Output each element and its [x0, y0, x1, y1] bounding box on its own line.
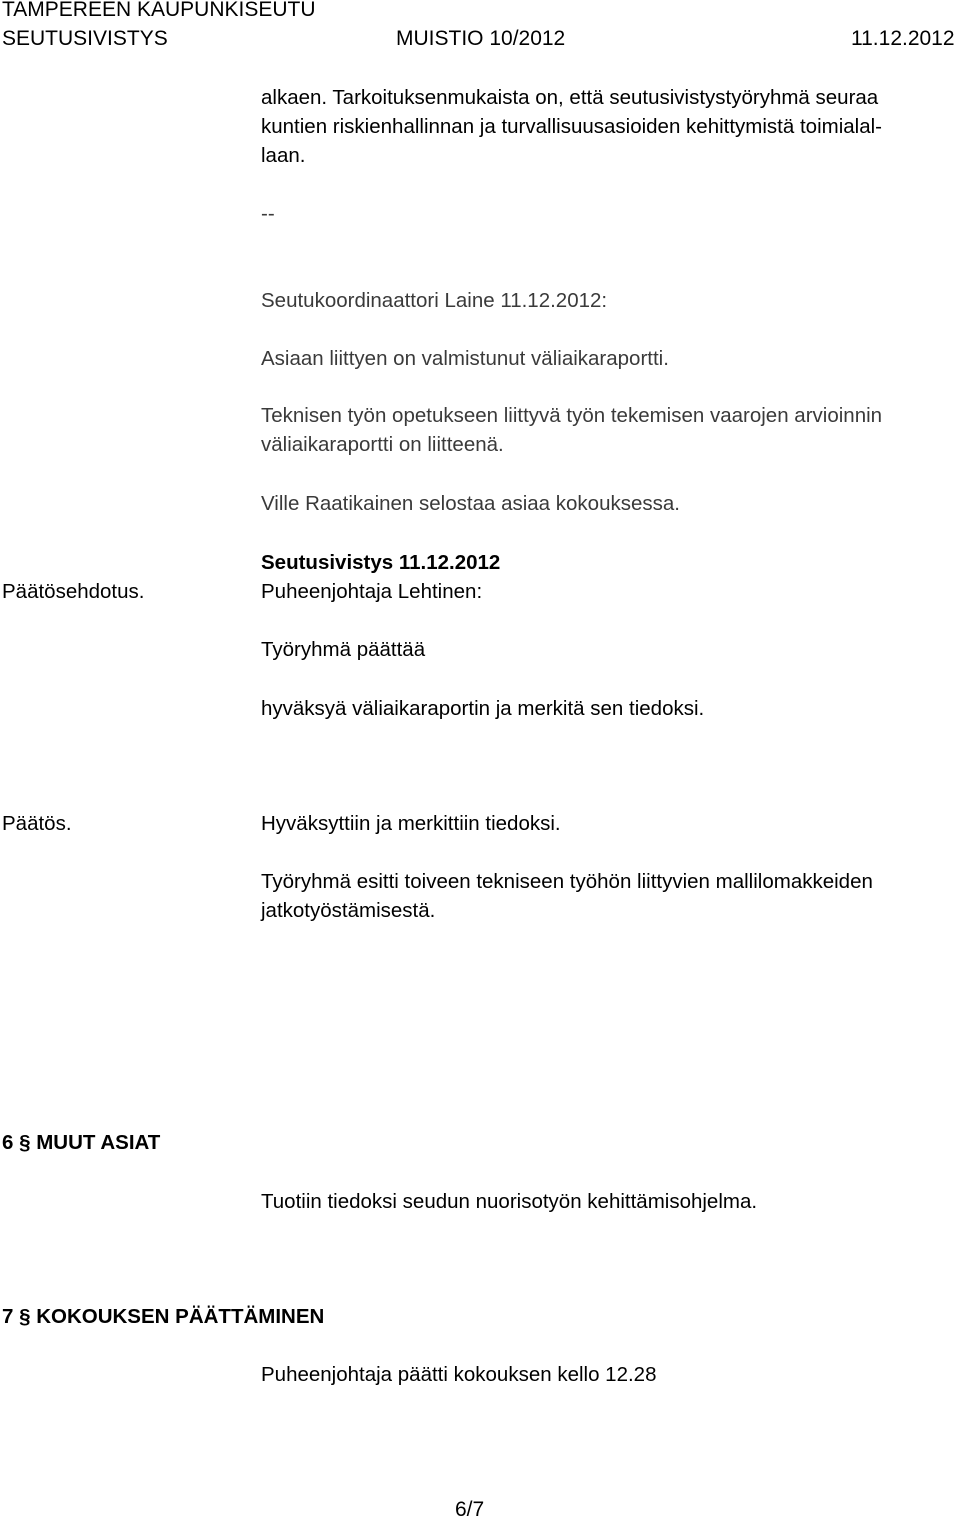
page-number: 6/7: [455, 1498, 485, 1521]
proposal-text: hyväksyä väliaikaraportin ja merkitä sen tiedoksi.: [261, 697, 705, 720]
continuation-line-2: kuntien riskienhallinnan ja turvallisuusasioiden kehittymistä toimialal-: [261, 115, 882, 138]
proposal-chair: Puheenjohtaja Lehtinen:: [261, 580, 483, 603]
decision-text: Hyväksyttiin ja merkittiin tiedoksi.: [261, 812, 561, 835]
section-6-text: Tuotiin tiedoksi seudun nuorisotyön kehittämisohjelma.: [261, 1190, 758, 1213]
continuation-line-1: alkaen. Tarkoituksenmukaista on, että seutusivistystyöryhmä seuraa: [261, 86, 879, 109]
proposal-heading: Seutusivistys 11.12.2012: [261, 551, 501, 574]
coordinator-heading: Seutukoordinaattori Laine 11.12.2012:: [261, 289, 608, 312]
decision-label: Päätös.: [2, 812, 72, 835]
section-6-heading: 6 § MUUT ASIAT: [2, 1131, 161, 1154]
header-doc-id: MUISTIO 10/2012: [396, 27, 566, 50]
continuation-line-3: laan.: [261, 144, 306, 167]
decision-note-line-1: Työryhmä esitti toiveen tekniseen työhön liittyvien mallilomakkeiden: [261, 870, 873, 893]
proposal-label: Päätösehdotus.: [2, 580, 145, 603]
section-7-heading: 7 § KOKOUKSEN PÄÄTTÄMINEN: [2, 1305, 325, 1328]
attachment-line-2: väliaikaraportti on liitteenä.: [261, 433, 504, 456]
coordinator-text: Asiaan liittyen on valmistunut väliaikaraportti.: [261, 347, 669, 370]
header-unit: SEUTUSIVISTYS: [2, 27, 168, 50]
separator: --: [261, 202, 275, 225]
header-organization: TAMPEREEN KAUPUNKISEUTU: [2, 0, 316, 21]
presenter-text: Ville Raatikainen selostaa asiaa kokouksessa.: [261, 492, 680, 515]
attachment-line-1: Teknisen työn opetukseen liittyvä työn tekemisen vaarojen arvioinnin: [261, 404, 883, 427]
decision-note-line-2: jatkotyöstämisestä.: [261, 899, 436, 922]
proposal-intro: Työryhmä päättää: [261, 638, 426, 661]
section-7-text: Puheenjohtaja päätti kokouksen kello 12.28: [261, 1363, 657, 1386]
header-date: 11.12.2012: [851, 27, 955, 50]
